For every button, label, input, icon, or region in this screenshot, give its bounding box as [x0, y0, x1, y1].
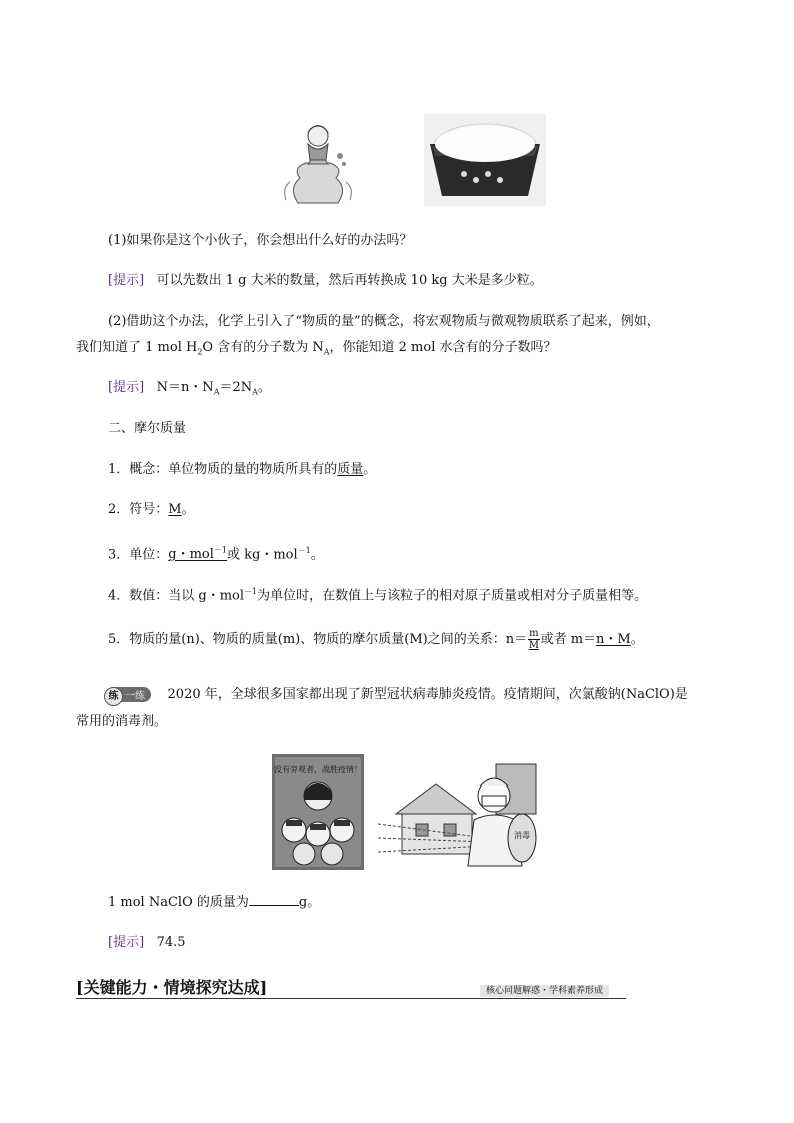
poster-text: 没有旁观者，战胜疫情！ [274, 765, 362, 774]
list-item-value: 4．数值：当以 g・mol$^{-1}$为单位时，在数值上与该粒子的相对原子质量或相对分子质量相等。 [108, 587, 648, 604]
princess-illustration [278, 108, 358, 208]
hint-1: [提示] 可以先数出 1 g 大米的数量，然后再转换成 10 kg 大米是多少粒。 [108, 273, 543, 288]
question-3: 1 mol NaClO 的质量为 g。 [108, 895, 321, 910]
disinfection-sprayer-illustration [376, 754, 552, 870]
hint-label: [提示] [108, 380, 145, 395]
core-literacy-label: 核心问题解惑・学科素养形成 [480, 985, 609, 997]
question-1: (1)如果你是这个小伙子，你会想出什么好的办法吗？ [108, 233, 413, 248]
rice-bowl-photo [424, 114, 546, 206]
anti-epidemic-poster [272, 754, 364, 870]
heading-underline [76, 998, 626, 999]
practice-icon: 练 [104, 687, 123, 706]
sprayer-text: 消毒 [514, 831, 530, 840]
list-item-concept: 1．概念：单位物质的量的物质所具有的质量。 [108, 462, 377, 477]
list-item-relation: 5．物质的量(n)、物质的质量(m)、物质的摩尔质量(M)之间的关系：n＝ $\frac{m}{M}$ 或者 m＝n・M。 [108, 628, 644, 651]
hint-2: [提示] N＝n・$N_A=2N_A$。 [108, 380, 271, 397]
list-item-symbol: 2．符号：M。 [108, 502, 195, 517]
fraction-m-over-M: $\frac{m}{M}$ [528, 628, 539, 651]
question-2-line-1: (2)借助这个办法，化学上引入了“物质的量”的概念，将宏观物质与微观物质联系了起来，例如， [108, 314, 660, 329]
hint-3: [提示] 74.5 [108, 935, 186, 950]
question-2-line-2: 我们知道了 1 mol $H_2O$ 含有的分子数为 $N_A$，你能知道 2 mol 水含有的分子数吗？ [76, 340, 557, 357]
practice-badge: 练 一练 [106, 687, 151, 702]
answer-blank [249, 893, 299, 906]
practice-line-2: 常用的消毒剂。 [76, 714, 168, 729]
key-ability-heading: [关键能力・情境探究达成] [76, 978, 268, 997]
list-item-unit: 3．单位：g・mol$^{-1}$或 kg・mol$^{-1}$。 [108, 546, 324, 563]
section-heading: 二、摩尔质量 [108, 421, 187, 436]
practice-line-1: 练 一练 2020 年，全球很多国家都出现了新型冠状病毒肺炎疫情。疫情期间，次氯酸钠(NaClO)是 [106, 686, 688, 704]
hint-label: [提示] [108, 273, 145, 288]
hint-label: [提示] [108, 935, 145, 950]
